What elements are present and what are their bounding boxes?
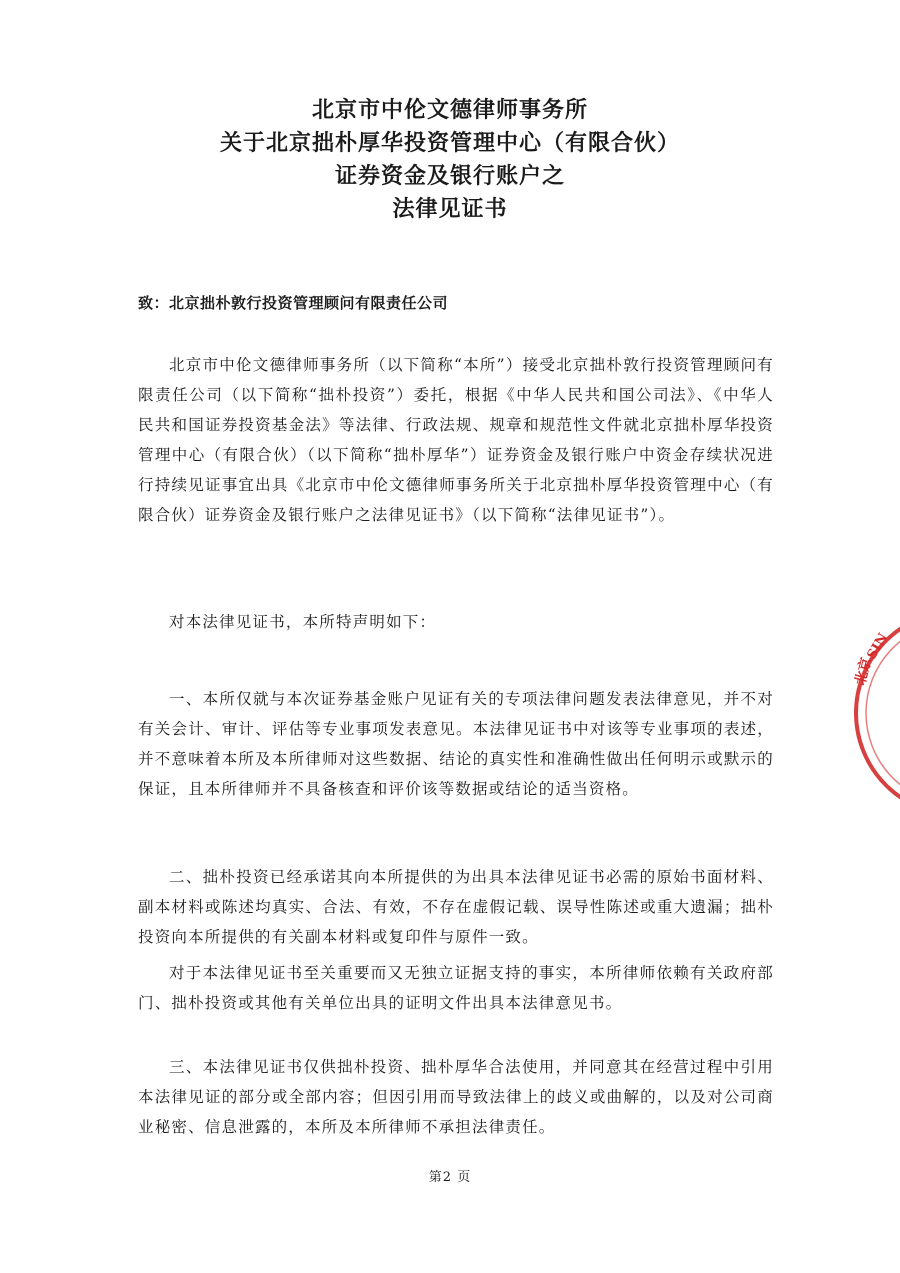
svg-text:北京: 北京 [852,655,876,688]
title-line-4: 法律见证书 [392,197,508,222]
addressee: 致：北京拙朴敦行投资管理顾问有限责任公司 [138,294,449,312]
svg-text:SIN: SIN [864,630,892,662]
title-line-3: 证券资金及银行账户之 [334,164,565,189]
clause-3-paragraph: 三、本法律见证书仅供拙朴投资、拙朴厚华合法使用，并同意其在经营过程中引用本法律见证的部分或全部内容；但因引用而导致法律上的歧义或曲解的，以及对公司商业秘密、信息泄露的，本所及本所律师不承担法律责任。 [138,1058,774,1136]
clause-1-paragraph: 一、本所仅就与本次证券基金账户见证有关的专项法律问题发表法律意见，并不对有关会计、审计、评估等专业事项发表意见。本法律见证书中对该等专业事项的表述，并不意味着本所及本所律师对这些数据、结论的真实性和准确性做出任何明示或默示的保证，且本所律师并不具备核查和评价该等数据或结论的适当资格。 [138,690,774,798]
clause-2b-paragraph: 对于本法律见证书至关重要而又无独立证据支持的事实，本所律师依赖有关政府部门、拙朴投资或其他有关单位出具的证明文件出具本法律意见书。 [138,964,774,1012]
title-line-1: 北京市中伦文德律师事务所 [311,98,588,123]
intro-paragraph: 北京市中伦文德律师事务所（以下简称“本所”）接受北京拙朴敦行投资管理顾问有限责任公司（以下简称“拙朴投资”）委托，根据《中华人民共和国公司法》、《中华人民共和国证券投资基金法》等法律、行政法规、规章和规范性文件就北京拙朴厚华投资管理中心（有限合伙）（以下简称“拙朴厚华”）证券资金及银行账户中资金存续状况进行持续见证事宜出具《北京市中伦文德律师事务所关于北京拙朴厚华投资管理中心（有限合伙）证券资金及银行账户之法律见证书》（以下简称“法律见证书”）。 [138,356,774,524]
law-firm-seal-icon [848,608,900,818]
statement-paragraph: 对本法律见证书，本所特声明如下： [169,613,437,631]
document-title [0,94,900,226]
page-number: 第2 页 [428,1170,472,1185]
clause-2-paragraph: 二、拙朴投资已经承诺其向本所提供的为出具本法律见证书必需的原始书面材料、副本材料或陈述均真实、合法、有效，不存在虚假记载、误导性陈述或重大遗漏；拙朴投资向本所提供的有关副本材料或复印件与原件一致。 [138,868,774,946]
title-line-2: 关于北京拙朴厚华投资管理中心（有限合伙） [219,131,680,156]
